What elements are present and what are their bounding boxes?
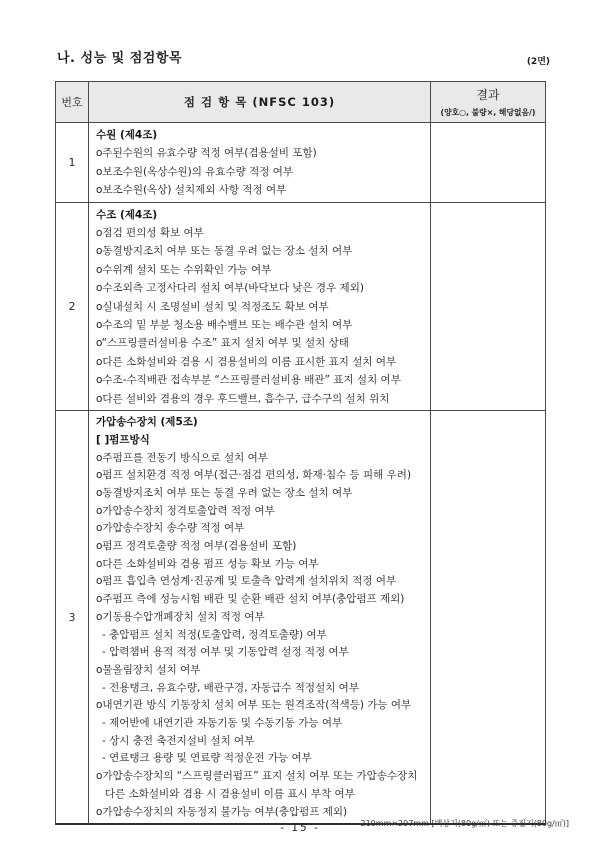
checklist-item: o펌프 설치환경 적정 여부(접근·점검 편의성, 화재·침수 등 피해 우려) [96, 469, 412, 482]
table-header-row [56, 82, 546, 123]
checklist-item: o보조수원(옥상) 설치제외 사항 적정 여부 [96, 184, 287, 197]
page-footer [0, 817, 600, 837]
checklist-items-cell [89, 411, 431, 825]
result-header-legend: (양호○, 불량×, 해당없음/) [440, 108, 536, 117]
table-row [56, 202, 546, 410]
checklist-item: o다른 소화설비와 겸용 시 겸용설비의 이름 표시한 표지 설치 여부 [96, 355, 397, 368]
checklist-subitem: - 전용탱크, 유효수량, 배관구경, 자동급수 적정설치 여부 [102, 681, 359, 694]
inspection-checklist-table [55, 81, 546, 825]
result-cell [431, 123, 546, 203]
section-heading: 수원 (제4조) [96, 129, 158, 141]
checklist-item: o수위계 설치 또는 수위확인 가능 여부 [96, 263, 272, 276]
checklist-item: o보조수원(옥상수원)의 유효수량 적정 여부 [96, 165, 294, 178]
checklist-item: o동결방지조치 여부 또는 동결 우려 없는 장소 설치 여부 [96, 486, 353, 499]
checklist-item: o다른 설비와 겸용의 경우 후드밸브, 흡수구, 급수구의 설치 위치 [96, 392, 390, 405]
checklist-item: o가압송수장치 송수량 적정 여부 [96, 522, 245, 535]
checklist-subitem: - 충압펌프 설치 적정(토출압력, 정격토출량) 여부 [102, 628, 327, 641]
checklist-item: o가압송수장치의 자동정지 불가능 여부(충압펌프 제외) [96, 805, 348, 818]
col-header-result [431, 82, 546, 123]
row-number: 1 [56, 123, 89, 203]
checklist-item: o주된수원의 유효수량 적정 여부(겸용설비 포함) [96, 147, 317, 160]
table-row [56, 123, 546, 203]
checklist-item: o가압송수장치의 “스프링클러펌프” 표지 설치 여부 또는 가압송수장치 [96, 770, 418, 783]
col-header-number: 번호 [56, 82, 89, 123]
checklist-item: o점검 편의성 확보 여부 [96, 227, 204, 240]
checklist-item: o동결방지조치 여부 또는 동결 우려 없는 장소 설치 여부 [96, 245, 353, 258]
checklist-item-continuation: 다른 소화설비와 겸용 시 겸용설비 이름 표시 부착 여부 [105, 787, 355, 800]
pump-type-label: [ ]펌프방식 [96, 433, 150, 446]
result-cell [431, 411, 546, 825]
checklist-item: o물올림장치 설치 여부 [96, 663, 201, 676]
checklist-item: o다른 소화설비와 겸용 펌프 성능 확보 가능 여부 [96, 557, 319, 570]
checklist-subitem: - 압력챔버 용적 적정 여부 및 기동압력 설정 적정 여부 [102, 646, 349, 659]
checklist-item: o“스프링클러설비용 수조” 표지 설치 여부 및 설치 상태 [96, 337, 349, 350]
result-cell [431, 202, 546, 410]
row-number: 2 [56, 202, 89, 410]
page-side-marker: (2면) [526, 57, 550, 67]
page-number: - 15 - [280, 822, 320, 834]
checklist-item: o수조의 밑 부분 청소용 배수밸브 또는 배수관 설치 여부 [96, 319, 353, 332]
row-number: 3 [56, 411, 89, 825]
checklist-item: o기동용수압개폐장치 설치 적정 여부 [96, 610, 265, 623]
checklist-subitem: - 상시 충전 축전지설비 설치 여부 [102, 734, 255, 747]
checklist-item: o가압송수장치 정격토출압력 적정 여부 [96, 504, 275, 517]
checklist-item: o수조외측 고정사다리 설치 여부(바닥보다 낮은 경우 제외) [96, 282, 364, 295]
checklist-items-cell [89, 123, 431, 203]
checklist-item: o펌프 정격토출량 적정 여부(겸용설비 포함) [96, 540, 297, 553]
checklist-item: o수조-수직배관 접속부분 “스프링클러설비용 배관” 표지 설치 여부 [96, 374, 401, 387]
checklist-item: o실내설치 시 조명설비 설치 및 적정조도 확보 여부 [96, 300, 329, 313]
checklist-item: o펌프 흡입측 연성계·진공계 및 토출측 압력계 설치위치 적정 여부 [96, 575, 397, 588]
result-header-title: 결과 [476, 88, 500, 102]
section-heading: 수조 (제4조) [96, 208, 158, 221]
checklist-item: o주펌프 측에 성능시험 배관 및 순환 배관 설치 여부(충압펌프 제외) [96, 593, 405, 606]
checklist-subitem: - 제어반에 내연기관 자동기동 및 수동기동 가능 여부 [102, 717, 343, 730]
section-heading: 가압송수장치 (제5조) [96, 416, 198, 429]
checklist-item: o내연기관 방식 기동장치 설치 여부 또는 원격조작(적색등) 가능 여부 [96, 699, 412, 712]
table-row [56, 411, 546, 825]
checklist-items-cell [89, 202, 431, 410]
col-header-items: 점 검 항 목 (NFSC 103) [89, 82, 431, 123]
checklist-item: o주펌프를 전동기 방식으로 설치 여부 [96, 451, 268, 464]
checklist-subitem: - 연료탱크 용량 및 연료량 적정운전 가능 여부 [102, 752, 312, 765]
section-title: 나. 성능 및 점검항목 [57, 51, 182, 66]
paper-spec: 210mm×297mm [백상지(80g/㎡) 또는 중질지(80g/㎡)] [360, 819, 569, 828]
